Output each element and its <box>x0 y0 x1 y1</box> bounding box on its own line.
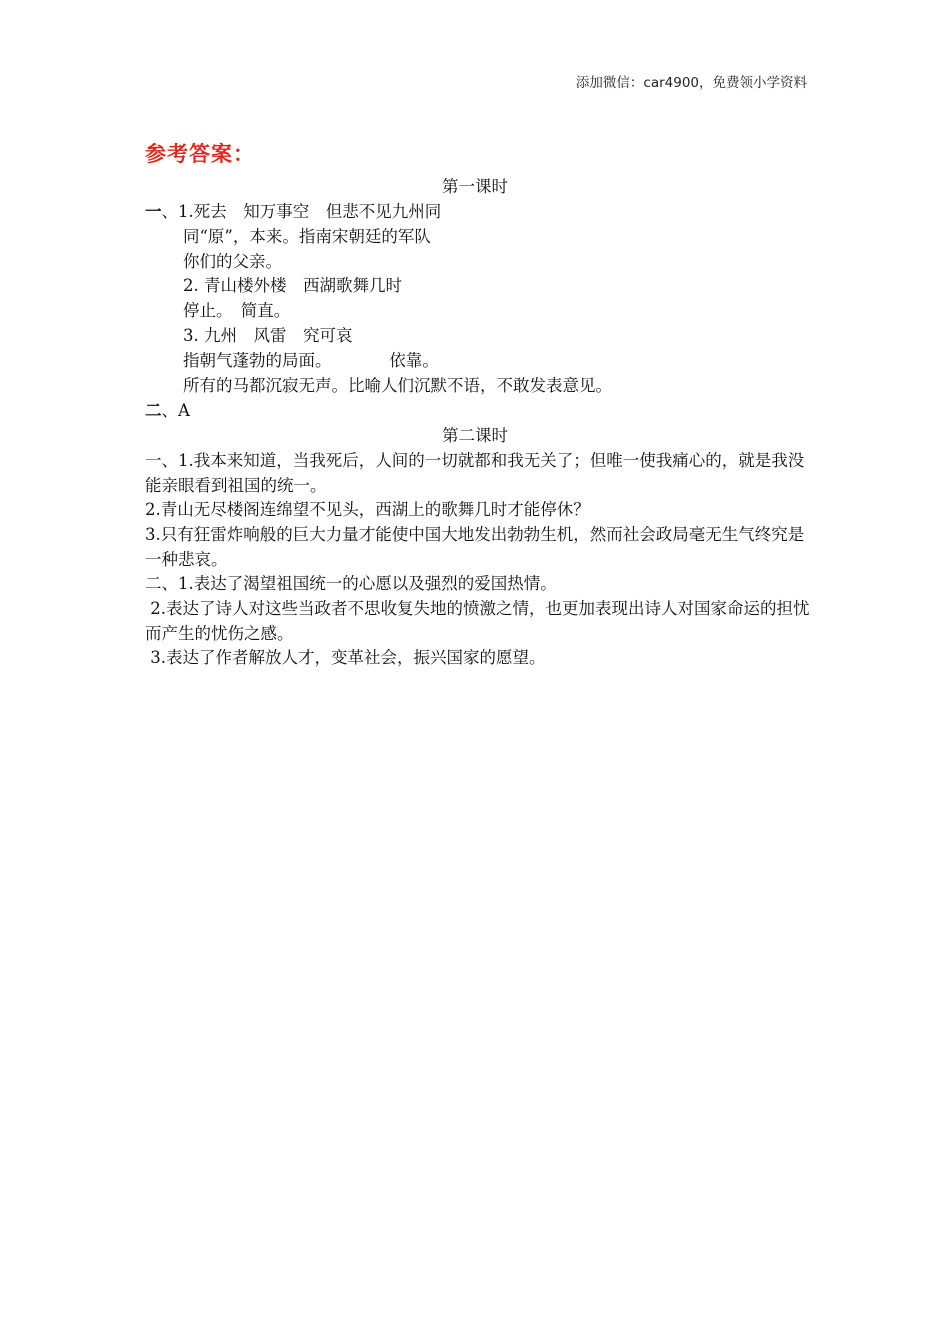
lesson1-line: 你们的父亲。 <box>183 252 282 271</box>
lesson1-line: 指朝气蓬勃的局面。 依靠。 <box>183 351 439 370</box>
lesson1-part2-line <box>145 399 190 423</box>
lesson2-paragraph: 3.只有狂雷炸响般的巨大力量才能使中国大地发出勃勃生机，然而社会政局毫无生气终究是一种悲哀。 <box>145 525 805 569</box>
lesson1-line: 2. 青山楼外楼 西湖歌舞几时 <box>183 276 402 295</box>
part1-first-answer: 、1.死去 知万事空 但悲不见九州同 <box>161 202 442 221</box>
lesson2-paragraph: 二、1.表达了渴望祖国统一的心愿以及强烈的爱国热情。 <box>145 574 557 593</box>
lesson2-paragraph: 3.表达了作者解放人才，变革社会，振兴国家的愿望。 <box>145 648 546 667</box>
page-title: 参考答案： <box>145 142 255 166</box>
lesson2-paragraph: 2.表达了诗人对这些当政者不思收复失地的愤激之情，也更加表现出诗人对国家命运的担忧而产生的忧伤之感。 <box>145 599 810 643</box>
part1-marker: 一 <box>145 202 162 221</box>
lesson1-line: 所有的马都沉寂无声。比喻人们沉默不语，不敢发表意见。 <box>183 376 612 395</box>
header-note: 添加微信：car4900，免费领小学资料 <box>575 75 807 91</box>
lesson1-line: 3. 九州 风雷 究可哀 <box>183 326 353 345</box>
lesson1-heading: 第一课时 <box>442 177 508 196</box>
lesson1-line: 同“原”，本来。指南宋朝廷的军队 <box>183 227 431 246</box>
lesson1-line: 停止。 简直。 <box>183 301 291 320</box>
part2-marker: 二 <box>145 401 162 420</box>
lesson2-paragraph: 一、1.我本来知道，当我死后，人间的一切就都和我无关了；但唯一使我痛心的，就是我没能亲眼看到祖国的统一。 <box>145 451 805 495</box>
lesson1-part1-line <box>145 200 441 224</box>
part2-answer: 、A <box>161 401 190 420</box>
lesson2-paragraph: 2.青山无尽楼阁连绵望不见头，西湖上的歌舞几时才能停休？ <box>145 500 590 519</box>
lesson2-heading: 第二课时 <box>442 426 508 445</box>
